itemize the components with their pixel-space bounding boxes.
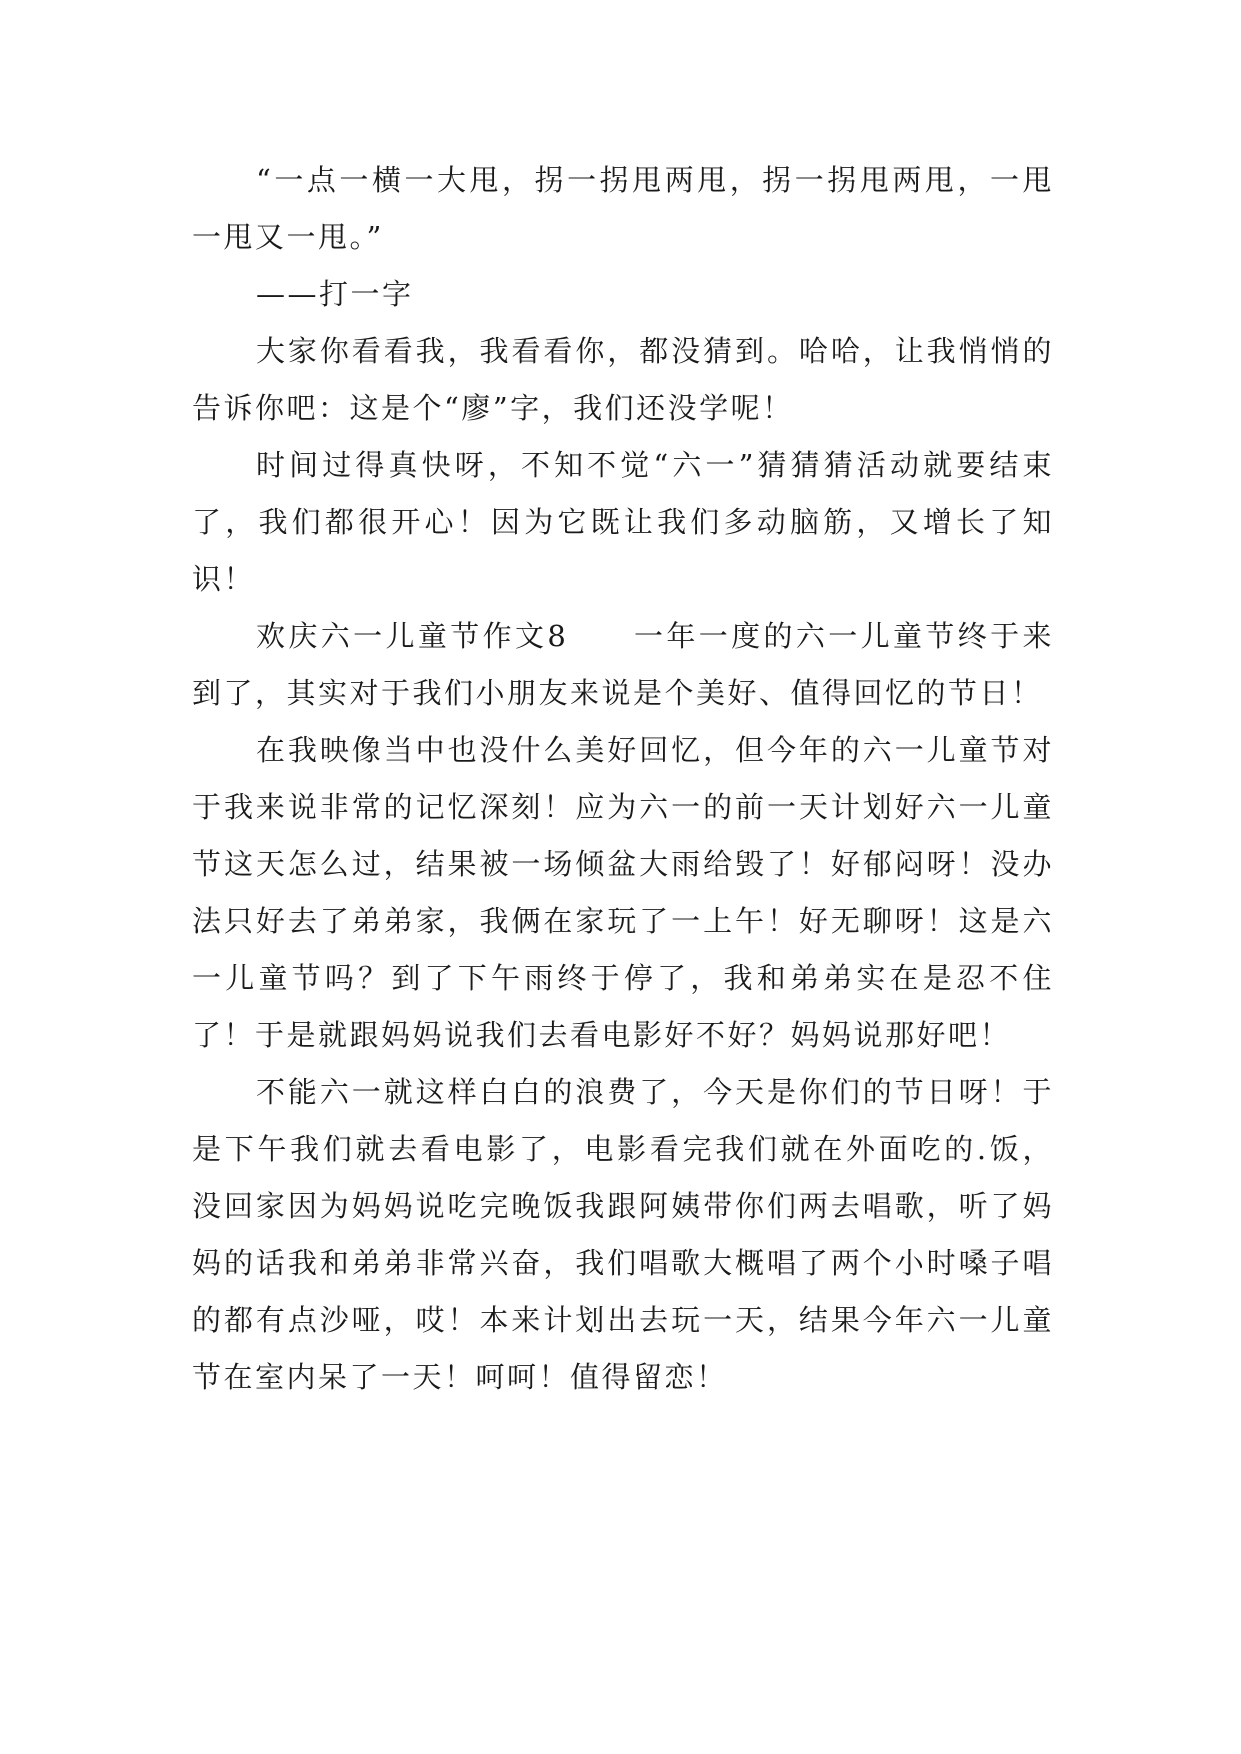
paragraph-essay-8-movie: 不能六一就这样白白的浪费了，今天是你们的节日呀！于是下午我们就去看电影了，电影看完我们就在外面吃的.饭，没回家因为妈妈说吃完晚饭我跟阿姨带你们两去唱歌，听了妈妈的话我和弟弟非常兴奋，我们唱歌大概唱了两个小时嗓子唱的都有点沙哑，哎！本来计划出去玩一天，结果今年六一儿童节在室内呆了一天！呵呵！值得留恋！ [192,1075,1054,1394]
paragraph-essay-8-intro: 欢庆六一儿童节作文8 一年一度的六一儿童节终于来到了，其实对于我们小朋友来说是个美好、值得回忆的节日！ [192,619,1054,710]
paragraph-riddle-hint: ——打一字 [256,277,414,311]
paragraph-activity-end: 时间过得真快呀，不知不觉“六一”猜猜猜活动就要结束了，我们都很开心！因为它既让我们多动脑筋，又增长了知识！ [192,448,1054,596]
document-page [192,152,1054,1406]
paragraph-essay-8-rain: 在我映像当中也没什么美好回忆，但今年的六一儿童节对于我来说非常的记忆深刻！应为六一的前一天计划好六一儿童节这天怎么过，结果被一场倾盆大雨给毁了！好郁闷呀！没办法只好去了弟弟家，我俩在家玩了一上午！好无聊呀！这是六一儿童节吗？到了下午雨终于停了，我和弟弟实在是忍不住了！于是就跟妈妈说我们去看电影好不好？妈妈说那好吧！ [192,733,1054,1052]
paragraph-riddle: “一点一横一大甩，拐一拐甩两甩，拐一拐甩两甩，一甩一甩又一甩。” [192,163,1054,254]
paragraph-answer: 大家你看看我，我看看你，都没猜到。哈哈，让我悄悄的告诉你吧：这是个“廖”字，我们还没学呢！ [192,334,1054,425]
